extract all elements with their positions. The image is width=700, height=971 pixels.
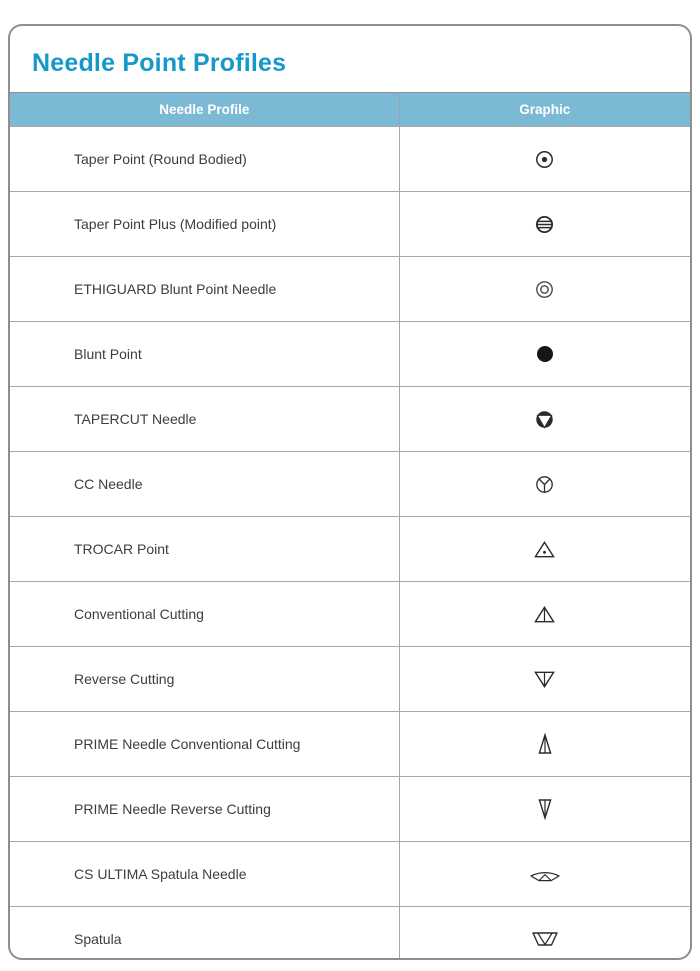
graphic-cell <box>400 127 690 191</box>
graphic-cell <box>400 712 690 776</box>
table-header-row <box>10 92 690 126</box>
graphic-cell <box>400 582 690 646</box>
table-row <box>10 126 690 191</box>
needle-profile-label: Taper Point Plus (Modified point) <box>10 192 400 256</box>
graphic-cell <box>400 842 690 906</box>
needle-profile-label: PRIME Needle Reverse Cutting <box>10 777 400 841</box>
spatula-icon <box>532 931 558 947</box>
blunt-point-icon <box>535 344 555 364</box>
header-needle-profile: Needle Profile <box>10 93 400 126</box>
graphic-cell <box>400 647 690 711</box>
table-row <box>10 646 690 711</box>
table-row <box>10 191 690 256</box>
table-row <box>10 906 690 960</box>
graphic-cell <box>400 257 690 321</box>
table-row <box>10 516 690 581</box>
taper-point-icon <box>534 149 555 170</box>
graphic-cell <box>400 517 690 581</box>
table-row <box>10 581 690 646</box>
needle-profile-label: CS ULTIMA Spatula Needle <box>10 842 400 906</box>
taper-point-plus-icon <box>534 214 555 235</box>
needle-profiles-card <box>8 24 692 960</box>
ethiguard-blunt-point-icon <box>534 279 555 300</box>
needle-profile-label: Blunt Point <box>10 322 400 386</box>
graphic-cell <box>400 322 690 386</box>
needle-profile-label: Conventional Cutting <box>10 582 400 646</box>
needle-profile-label: TROCAR Point <box>10 517 400 581</box>
needle-profile-label: Reverse Cutting <box>10 647 400 711</box>
graphic-cell <box>400 452 690 516</box>
graphic-cell <box>400 907 690 960</box>
table-row <box>10 451 690 516</box>
cs-ultima-spatula-icon <box>530 866 560 883</box>
table-row <box>10 386 690 451</box>
graphic-cell <box>400 387 690 451</box>
reverse-cutting-icon <box>533 669 556 690</box>
conventional-cutting-icon <box>533 604 556 625</box>
page-title: Needle Point Profiles <box>32 49 287 77</box>
header-graphic: Graphic <box>519 102 571 117</box>
needle-profile-label: TAPERCUT Needle <box>10 387 400 451</box>
table-row <box>10 711 690 776</box>
needle-profile-label: ETHIGUARD Blunt Point Needle <box>10 257 400 321</box>
table-row <box>10 776 690 841</box>
table-row <box>10 841 690 906</box>
needle-profile-label: CC Needle <box>10 452 400 516</box>
needle-profile-label: Taper Point (Round Bodied) <box>10 127 400 191</box>
needle-profile-label: Spatula <box>10 907 400 960</box>
table-row <box>10 256 690 321</box>
table-row <box>10 321 690 386</box>
graphic-cell <box>400 192 690 256</box>
prime-conventional-cutting-icon <box>535 733 555 755</box>
prime-reverse-cutting-icon <box>535 798 555 820</box>
needle-profile-label: PRIME Needle Conventional Cutting <box>10 712 400 776</box>
trocar-point-icon <box>533 539 556 560</box>
graphic-cell <box>400 777 690 841</box>
tapercut-icon <box>534 409 555 430</box>
cc-needle-icon <box>534 474 555 495</box>
